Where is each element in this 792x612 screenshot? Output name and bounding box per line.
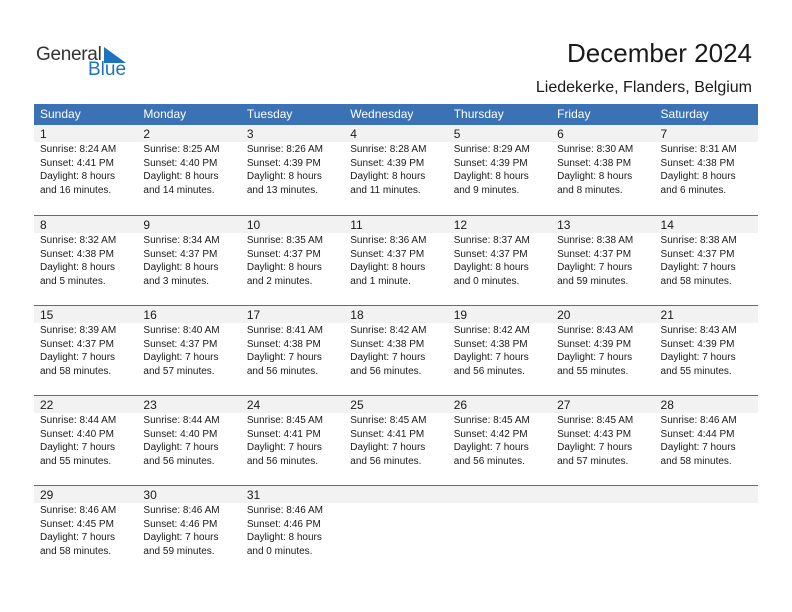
daylight-hours-text: Daylight: 7 hours xyxy=(557,262,633,273)
empty-day-cell xyxy=(344,486,447,575)
sunrise-text: Sunrise: 8:35 AM xyxy=(246,235,323,246)
sunset-text: Sunset: 4:43 PM xyxy=(557,428,632,440)
weekday-tuesday: Tuesday xyxy=(246,107,293,121)
day-cell xyxy=(137,306,240,395)
day-number: 9 xyxy=(137,216,240,233)
sunrise-text: Sunrise: 8:29 AM xyxy=(453,144,530,155)
sunset-text: Sunset: 4:41 PM xyxy=(246,428,321,440)
daylight-minutes-text: and 9 minutes. xyxy=(453,184,520,196)
day-number: 3 xyxy=(241,125,344,142)
sunrise-text: Sunrise: 8:45 AM xyxy=(557,415,634,426)
daylight-hours-text: Daylight: 7 hours xyxy=(40,532,116,543)
week-row xyxy=(34,305,758,395)
daylight-minutes-text: and 59 minutes. xyxy=(557,275,629,287)
sunset-text: Sunset: 4:37 PM xyxy=(246,248,321,260)
daylight-hours-text: Daylight: 8 hours xyxy=(453,171,529,182)
sunrise-text: Sunrise: 8:28 AM xyxy=(350,144,427,155)
empty-day-header xyxy=(655,486,758,503)
sunrise-text: Sunrise: 8:45 AM xyxy=(246,415,323,426)
week-row xyxy=(34,125,758,215)
empty-day-header xyxy=(448,486,551,503)
day-cell xyxy=(551,396,654,485)
sunrise-text: Sunrise: 8:39 AM xyxy=(40,325,117,336)
day-number: 14 xyxy=(655,216,758,233)
daylight-hours-text: Daylight: 7 hours xyxy=(453,352,529,363)
weekday-saturday: Saturday xyxy=(660,107,709,121)
sunset-text: Sunset: 4:44 PM xyxy=(660,428,735,440)
daylight-minutes-text: and 2 minutes. xyxy=(246,275,313,287)
sunset-text: Sunset: 4:37 PM xyxy=(143,338,218,350)
daylight-minutes-text: and 11 minutes. xyxy=(350,184,421,196)
day-number: 4 xyxy=(344,125,447,142)
day-cell xyxy=(137,125,240,215)
sunset-text: Sunset: 4:37 PM xyxy=(660,248,735,260)
sun-info xyxy=(137,234,240,288)
day-number: 5 xyxy=(448,125,551,142)
day-cell xyxy=(448,216,551,305)
sun-info xyxy=(551,414,654,468)
sun-info xyxy=(655,234,758,288)
logo-general-text: General xyxy=(36,44,102,65)
sun-info xyxy=(34,504,137,558)
day-cell xyxy=(137,396,240,485)
daylight-minutes-text: and 59 minutes. xyxy=(143,545,215,557)
sunrise-text: Sunrise: 8:46 AM xyxy=(40,505,117,516)
day-cell xyxy=(34,396,137,485)
day-number: 1 xyxy=(34,125,137,142)
sunrise-text: Sunrise: 8:25 AM xyxy=(143,144,220,155)
daylight-minutes-text: and 1 minute. xyxy=(350,275,411,287)
daylight-minutes-text: and 56 minutes. xyxy=(453,365,525,377)
day-number: 15 xyxy=(34,306,137,323)
day-cell xyxy=(241,216,344,305)
daylight-minutes-text: and 56 minutes. xyxy=(143,455,215,467)
daylight-minutes-text: and 57 minutes. xyxy=(557,455,629,467)
day-cell xyxy=(34,306,137,395)
sunset-text: Sunset: 4:37 PM xyxy=(557,248,632,260)
day-cell xyxy=(551,216,654,305)
sunrise-text: Sunrise: 8:45 AM xyxy=(350,415,427,426)
week-row xyxy=(34,485,758,575)
day-number: 17 xyxy=(241,306,344,323)
daylight-minutes-text: and 8 minutes. xyxy=(557,184,623,196)
daylight-hours-text: Daylight: 7 hours xyxy=(453,442,529,453)
sunset-text: Sunset: 4:39 PM xyxy=(350,157,425,169)
daylight-minutes-text: and 13 minutes. xyxy=(246,184,319,196)
sun-info xyxy=(137,324,240,378)
daylight-hours-text: Daylight: 7 hours xyxy=(660,442,736,453)
page-title: December 2024 xyxy=(567,38,752,68)
day-number: 16 xyxy=(137,306,240,323)
day-number: 2 xyxy=(137,125,240,142)
sunset-text: Sunset: 4:38 PM xyxy=(557,157,632,169)
daylight-minutes-text: and 58 minutes. xyxy=(660,275,732,287)
sunrise-text: Sunrise: 8:38 AM xyxy=(660,235,737,246)
daylight-hours-text: Daylight: 8 hours xyxy=(350,171,426,182)
day-number: 11 xyxy=(344,216,447,233)
daylight-minutes-text: and 56 minutes. xyxy=(350,365,422,377)
daylight-minutes-text: and 58 minutes. xyxy=(660,455,732,467)
daylight-hours-text: Daylight: 7 hours xyxy=(40,352,116,363)
sunset-text: Sunset: 4:41 PM xyxy=(350,428,425,440)
sun-info xyxy=(551,234,654,288)
sunset-text: Sunset: 4:38 PM xyxy=(246,338,321,350)
day-number: 20 xyxy=(551,306,654,323)
sunset-text: Sunset: 4:40 PM xyxy=(143,157,218,169)
sun-info xyxy=(655,143,758,197)
daylight-hours-text: Daylight: 8 hours xyxy=(246,532,322,543)
day-cell xyxy=(241,125,344,215)
empty-day-header xyxy=(344,486,447,503)
daylight-minutes-text: and 56 minutes. xyxy=(246,365,319,377)
day-number: 26 xyxy=(448,396,551,413)
sunset-text: Sunset: 4:38 PM xyxy=(40,248,114,260)
empty-day-cell xyxy=(551,486,654,575)
weekday-wednesday: Wednesday xyxy=(350,107,414,121)
day-number: 18 xyxy=(344,306,447,323)
daylight-minutes-text: and 3 minutes. xyxy=(143,275,210,287)
day-cell xyxy=(137,486,240,575)
sun-info xyxy=(551,143,654,197)
day-number: 6 xyxy=(551,125,654,142)
sunrise-text: Sunrise: 8:43 AM xyxy=(557,325,634,336)
day-number: 12 xyxy=(448,216,551,233)
day-cell xyxy=(344,216,447,305)
day-number: 10 xyxy=(241,216,344,233)
sun-info xyxy=(448,414,551,468)
sunrise-text: Sunrise: 8:43 AM xyxy=(660,325,737,336)
day-cell xyxy=(655,396,758,485)
weekday-header-row xyxy=(34,104,758,125)
daylight-minutes-text: and 56 minutes. xyxy=(350,455,422,467)
weekday-thursday: Thursday xyxy=(453,107,504,121)
sunrise-text: Sunrise: 8:46 AM xyxy=(246,505,323,516)
daylight-hours-text: Daylight: 7 hours xyxy=(557,352,633,363)
day-number: 7 xyxy=(655,125,758,142)
empty-day-cell xyxy=(655,486,758,575)
sunset-text: Sunset: 4:39 PM xyxy=(246,157,321,169)
day-cell xyxy=(34,486,137,575)
sunset-text: Sunset: 4:41 PM xyxy=(40,157,114,169)
daylight-hours-text: Daylight: 7 hours xyxy=(557,442,633,453)
week-row xyxy=(34,395,758,485)
sunrise-text: Sunrise: 8:37 AM xyxy=(453,235,530,246)
sunrise-text: Sunrise: 8:45 AM xyxy=(453,415,530,426)
sunset-text: Sunset: 4:39 PM xyxy=(453,157,528,169)
day-cell xyxy=(34,125,137,215)
day-number: 13 xyxy=(551,216,654,233)
day-number: 31 xyxy=(241,486,344,503)
sun-info xyxy=(137,504,240,558)
day-cell xyxy=(34,216,137,305)
sun-info xyxy=(241,143,344,197)
logo-blue-text: Blue xyxy=(88,59,127,80)
daylight-minutes-text: and 57 minutes. xyxy=(143,365,215,377)
day-number: 24 xyxy=(241,396,344,413)
sunset-text: Sunset: 4:37 PM xyxy=(40,338,114,350)
daylight-minutes-text: and 55 minutes. xyxy=(660,365,732,377)
daylight-hours-text: Daylight: 7 hours xyxy=(143,442,219,453)
sunset-text: Sunset: 4:37 PM xyxy=(453,248,528,260)
sunrise-text: Sunrise: 8:44 AM xyxy=(40,415,117,426)
weekday-monday: Monday xyxy=(143,107,187,121)
day-number: 25 xyxy=(344,396,447,413)
sun-info xyxy=(655,324,758,378)
sun-info xyxy=(448,143,551,197)
daylight-hours-text: Daylight: 8 hours xyxy=(453,262,529,273)
sunrise-text: Sunrise: 8:30 AM xyxy=(557,144,634,155)
empty-day-cell xyxy=(448,486,551,575)
sunset-text: Sunset: 4:38 PM xyxy=(453,338,528,350)
daylight-hours-text: Daylight: 8 hours xyxy=(40,262,116,273)
sunset-text: Sunset: 4:40 PM xyxy=(143,428,218,440)
day-cell xyxy=(344,306,447,395)
sun-info xyxy=(34,324,137,378)
day-number: 30 xyxy=(137,486,240,503)
sunrise-text: Sunrise: 8:40 AM xyxy=(143,325,220,336)
day-number: 27 xyxy=(551,396,654,413)
day-cell xyxy=(448,125,551,215)
sunrise-text: Sunrise: 8:32 AM xyxy=(40,235,117,246)
day-cell xyxy=(448,306,551,395)
day-cell xyxy=(241,396,344,485)
weekday-sunday: Sunday xyxy=(40,107,81,121)
sunset-text: Sunset: 4:46 PM xyxy=(143,518,218,530)
sunrise-text: Sunrise: 8:46 AM xyxy=(660,415,737,426)
day-cell xyxy=(655,306,758,395)
sun-info xyxy=(34,143,137,197)
daylight-minutes-text: and 58 minutes. xyxy=(40,545,112,557)
day-number: 21 xyxy=(655,306,758,323)
sunrise-text: Sunrise: 8:24 AM xyxy=(40,144,117,155)
daylight-hours-text: Daylight: 7 hours xyxy=(143,352,219,363)
sunrise-text: Sunrise: 8:31 AM xyxy=(660,144,737,155)
sunset-text: Sunset: 4:37 PM xyxy=(350,248,425,260)
daylight-minutes-text: and 6 minutes. xyxy=(660,184,727,196)
daylight-minutes-text: and 16 minutes. xyxy=(40,184,112,196)
sunset-text: Sunset: 4:38 PM xyxy=(350,338,425,350)
daylight-hours-text: Daylight: 8 hours xyxy=(40,171,116,182)
daylight-minutes-text: and 5 minutes. xyxy=(40,275,106,287)
daylight-hours-text: Daylight: 7 hours xyxy=(660,262,736,273)
daylight-minutes-text: and 58 minutes. xyxy=(40,365,112,377)
sun-info xyxy=(344,414,447,468)
sunrise-text: Sunrise: 8:38 AM xyxy=(557,235,634,246)
sunset-text: Sunset: 4:37 PM xyxy=(143,248,218,260)
day-cell xyxy=(448,396,551,485)
sunrise-text: Sunrise: 8:44 AM xyxy=(143,415,220,426)
day-number: 29 xyxy=(34,486,137,503)
sunrise-text: Sunrise: 8:41 AM xyxy=(246,325,323,336)
daylight-minutes-text: and 55 minutes. xyxy=(40,455,112,467)
daylight-hours-text: Daylight: 8 hours xyxy=(350,262,426,273)
day-cell xyxy=(241,486,344,575)
sun-info xyxy=(344,234,447,288)
sun-info xyxy=(34,414,137,468)
day-cell xyxy=(551,125,654,215)
daylight-hours-text: Daylight: 8 hours xyxy=(246,262,322,273)
sun-info xyxy=(448,324,551,378)
daylight-minutes-text: and 0 minutes. xyxy=(246,545,313,557)
day-number: 22 xyxy=(34,396,137,413)
weeks-container xyxy=(34,125,758,575)
sun-info xyxy=(137,414,240,468)
sun-info xyxy=(344,324,447,378)
day-cell xyxy=(551,306,654,395)
daylight-hours-text: Daylight: 8 hours xyxy=(660,171,736,182)
daylight-minutes-text: and 56 minutes. xyxy=(246,455,319,467)
generalblue-logo xyxy=(36,44,146,84)
daylight-hours-text: Daylight: 8 hours xyxy=(557,171,633,182)
day-cell xyxy=(655,125,758,215)
sunrise-text: Sunrise: 8:46 AM xyxy=(143,505,220,516)
sunrise-text: Sunrise: 8:26 AM xyxy=(246,144,323,155)
day-cell xyxy=(137,216,240,305)
daylight-hours-text: Daylight: 7 hours xyxy=(350,352,426,363)
sun-info xyxy=(344,143,447,197)
calendar-grid xyxy=(34,104,758,575)
sun-info xyxy=(448,234,551,288)
sunrise-text: Sunrise: 8:42 AM xyxy=(350,325,427,336)
day-number: 8 xyxy=(34,216,137,233)
day-cell xyxy=(344,396,447,485)
sun-info xyxy=(241,414,344,468)
sunrise-text: Sunrise: 8:36 AM xyxy=(350,235,427,246)
day-cell xyxy=(344,125,447,215)
sunset-text: Sunset: 4:45 PM xyxy=(40,518,114,530)
sun-info xyxy=(241,234,344,288)
day-cell xyxy=(241,306,344,395)
weekday-friday: Friday xyxy=(557,107,591,121)
sun-info xyxy=(137,143,240,197)
day-number: 23 xyxy=(137,396,240,413)
daylight-hours-text: Daylight: 7 hours xyxy=(143,532,219,543)
sunset-text: Sunset: 4:38 PM xyxy=(660,157,735,169)
sun-info xyxy=(241,324,344,378)
day-cell xyxy=(655,216,758,305)
daylight-minutes-text: and 56 minutes. xyxy=(453,455,525,467)
location-subtitle: Liedekerke, Flanders, Belgium xyxy=(535,79,752,96)
sun-info xyxy=(241,504,344,558)
sun-info xyxy=(34,234,137,288)
sunset-text: Sunset: 4:42 PM xyxy=(453,428,528,440)
daylight-hours-text: Daylight: 7 hours xyxy=(660,352,736,363)
daylight-hours-text: Daylight: 8 hours xyxy=(246,171,322,182)
daylight-minutes-text: and 55 minutes. xyxy=(557,365,629,377)
daylight-hours-text: Daylight: 7 hours xyxy=(350,442,426,453)
daylight-hours-text: Daylight: 7 hours xyxy=(40,442,116,453)
sunrise-text: Sunrise: 8:34 AM xyxy=(143,235,220,246)
sunset-text: Sunset: 4:39 PM xyxy=(557,338,632,350)
day-number: 19 xyxy=(448,306,551,323)
week-row xyxy=(34,215,758,305)
sunrise-text: Sunrise: 8:42 AM xyxy=(453,325,530,336)
sun-info xyxy=(551,324,654,378)
daylight-hours-text: Daylight: 7 hours xyxy=(246,352,322,363)
daylight-minutes-text: and 0 minutes. xyxy=(453,275,520,287)
daylight-hours-text: Daylight: 7 hours xyxy=(246,442,322,453)
daylight-hours-text: Daylight: 8 hours xyxy=(143,262,219,273)
empty-day-header xyxy=(551,486,654,503)
day-number: 28 xyxy=(655,396,758,413)
daylight-minutes-text: and 14 minutes. xyxy=(143,184,215,196)
sun-info xyxy=(655,414,758,468)
sunset-text: Sunset: 4:40 PM xyxy=(40,428,114,440)
daylight-hours-text: Daylight: 8 hours xyxy=(143,171,219,182)
sunset-text: Sunset: 4:46 PM xyxy=(246,518,321,530)
sunset-text: Sunset: 4:39 PM xyxy=(660,338,735,350)
